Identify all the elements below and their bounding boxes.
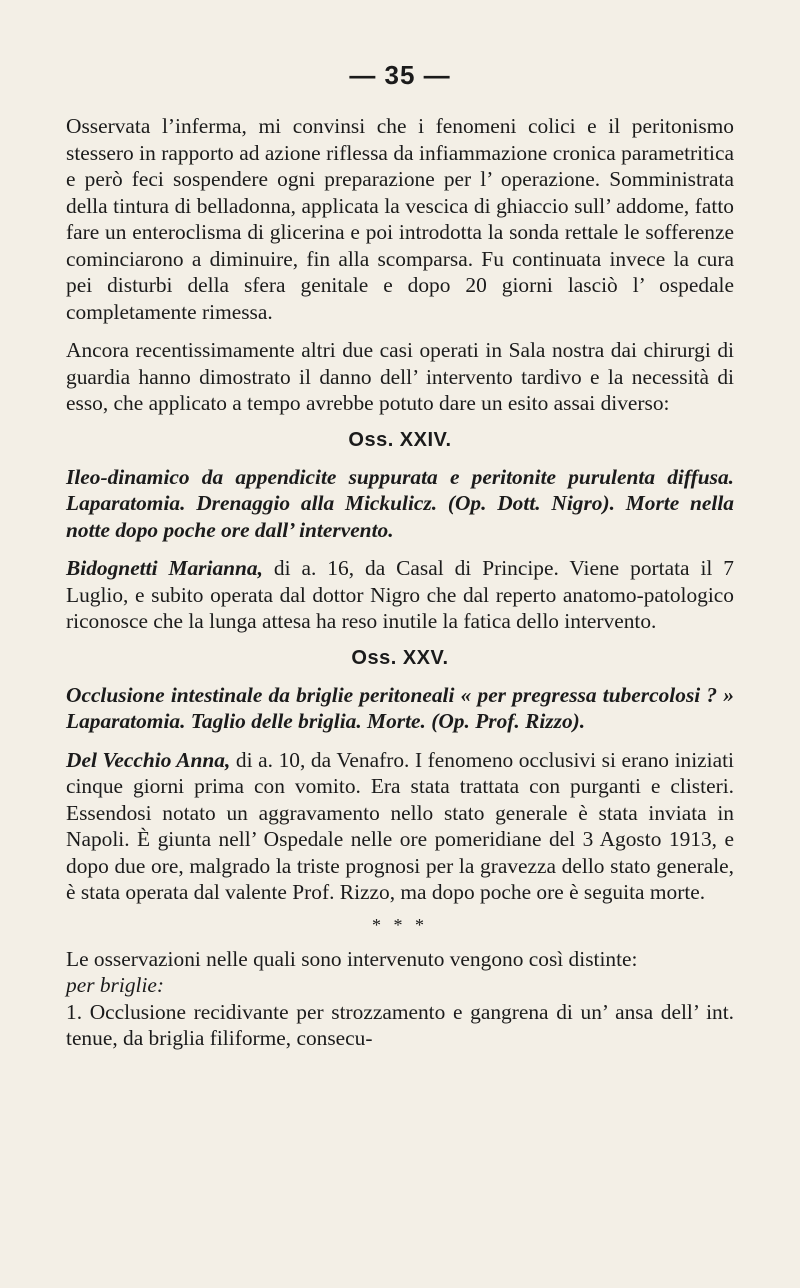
oss-24-title: Ileo-dinamico da appendicite suppurata e peritonite purulenta diffusa. Laparatomia. Drenaggio alla Mickulicz. (Op. Dott. Nigro). Morte nella notte dopo poche ore dall’ intervento. (66, 464, 734, 542)
oss-24-patient-name: Bidognetti Marianna, (66, 556, 263, 580)
closing-intro: Le osservazioni nelle quali sono intervenuto vengono così distinte: (66, 946, 638, 971)
oss-24-body (66, 555, 734, 635)
oss-25-patient-name: Del Vecchio Anna, (66, 747, 231, 772)
oss-25-title: Occlusione intestinale da briglie peritoneali « per pregressa tubercolosi ? » Laparatomia. Taglio delle briglia. Morte. (Op. Prof. Rizzo). (66, 682, 734, 733)
paragraph-recent-cases: Ancora recentissimamente altri due casi operati in Sala nostra dai chirurgi di guardia hanno dimostrato il danno dell’ intervento tardivo e la necessità di esso, che applicato a tempo avrebbe potuto dare un esito assai diverso: (66, 338, 734, 415)
closing-item-1: 1. Occlusione recidivante per strozzamento e gangrena di un’ ansa dell’ int. tenue, da briglia filiforme, consecu- (66, 999, 734, 1050)
closing-list-label: per briglie: (66, 973, 165, 997)
oss-24-heading: Oss. XXIV. (348, 428, 452, 451)
paragraph-observation-intro: Osservata l’inferma, mi convinsi che i fenomeni colici e il peritonismo stessero in rapporto ad azione riflessa da infiammazione cronica parametritica e però feci sospendere ogni preparazione per l’ operazione. Somministrata della tintura di belladonna, applicata la vescica di ghiaccio sull’ addome, fatto fare un enteroclisma di glicerina e poi introdotta la sonda rettale le sofferenze cominciarono a diminuire, fin alla scomparsa. Fu continuata invece la cura pei disturbi della sfera genitale e dopo 20 giorni lasciò l’ ospedale completamente rimessa. (66, 114, 734, 324)
document-page (66, 60, 734, 1052)
oss-25-body-text: di a. 10, da Venafro. I fenomeno occlusivi si erano iniziati cinque giorni prima con vomito. Era stata trattata con purganti e clisteri. Essendosi notato un aggravamento nello stato generale è stata inviata in Napoli. È giunta nell’ Ospedale nelle ore pomeridiane del 3 Agosto 1913, e dopo due ore, malgrado la triste prognosi per la gravezza dello stato generale, è stata operata dal valente Prof. Rizzo, ma dopo poche ore è seguita morte. (66, 747, 734, 904)
page-number: — 35 — (349, 60, 451, 90)
section-separator: * * * (372, 914, 428, 935)
oss-25-heading: Oss. XXV. (351, 646, 449, 669)
oss-24-body-text: di a. 16, da Casal di Principe. Viene portata il 7 Luglio, e subito operata dal dottor Nigro che dal reperto anatomo-patologico riconosce che la lunga attesa ha reso inutile la fatica dello intervento. (66, 556, 734, 633)
oss-25-body (66, 747, 734, 906)
